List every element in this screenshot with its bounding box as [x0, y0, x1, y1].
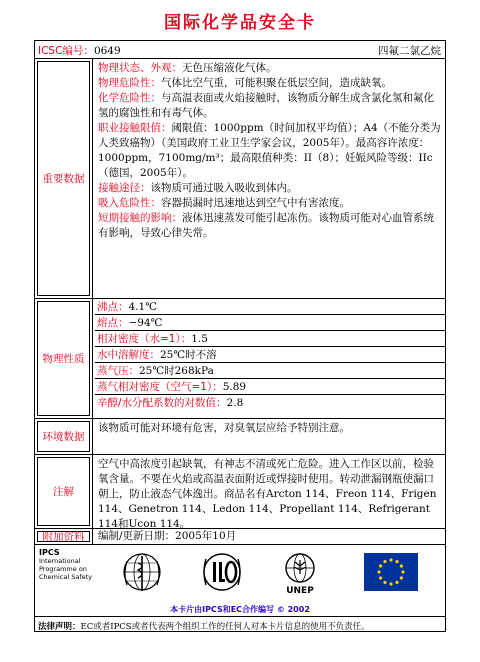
- eu-star-icon: [389, 558, 392, 561]
- legal-label: 法律声明：: [38, 622, 81, 632]
- eu-flag-icon: [364, 553, 418, 591]
- short-term-effects-item: 短期接触的影响：液体迅速蒸发可能引起冻伤。该物质可能对心血管系统有影响，导致心律失常。: [98, 212, 434, 239]
- important-data-content: [95, 59, 445, 298]
- extra-info-label: 附加资料: [35, 529, 93, 544]
- eu-star-icon: [400, 564, 403, 567]
- icsc-card: [34, 40, 446, 632]
- eu-star-icon: [383, 581, 386, 584]
- eu-star-icon: [389, 582, 392, 585]
- notes-label: 注解: [35, 455, 93, 528]
- physical-properties-label: 物理性质: [35, 299, 93, 418]
- environment-label: 环境数据: [35, 419, 93, 454]
- exposure-limits-item: 职业接触限值：阈限值：1000ppm（时间加权平均值）；A4（不能分类为人类致癌物）（美国政府工业卫生学家会议，2005年）。最高容许浓度：1000ppm，7100mg/m³；最高限值种类：II（8）；妊娠风险等级：IIc（德国，2005年）。: [98, 122, 441, 179]
- extra-info-content: 编制/更新日期：2005年10月: [98, 530, 237, 542]
- legal-text: EC或者IPCS或者代表两个组织工作的任何人对本卡片信息的使用不负责任。: [80, 622, 370, 632]
- vapor-pressure: 蒸气压：25℃时268kPa: [95, 363, 445, 379]
- water-solubility: 水中溶解度：25℃时不溶: [95, 347, 445, 363]
- legal-row: [35, 617, 445, 633]
- physical-state-item: 物理状态、外观：无色压缩液化气体。: [98, 62, 277, 74]
- physical-properties-content: [95, 299, 445, 418]
- exposure-route-item: 接触途径：该物质可通过吸入吸收到体内。: [98, 182, 298, 194]
- important-data-row: [35, 59, 445, 299]
- logos: [35, 545, 445, 617]
- vapor-density: 蒸气相对密度（空气=1）：5.89: [95, 379, 445, 395]
- eu-star-icon: [401, 570, 404, 573]
- boiling-point: 沸点：4.1℃: [95, 299, 445, 315]
- notes-content: 空气中高浓度引起缺氧，有神志不清或死亡危险。进入工作区以前，检验氧含量。不要在火焰或高温表面附近或焊接时使用。转动泄漏钢瓶使漏口朝上，防止液态气体逸出。商品名有Arcton 114、Freon 114、Frigen 114、Genetron 114、Ledon 114、Propellant 114、Refrigerant 114和Ucon 114。: [98, 458, 437, 530]
- octanol-water-coefficient: 辛醇/水分配系数的对数值：2.8: [97, 397, 244, 409]
- environment-content: 该物质可能对环境有危害，对臭氧层应给予特别注意。: [98, 422, 350, 434]
- eu-star-icon: [395, 581, 398, 584]
- unep-label: UNEP: [286, 586, 314, 595]
- relative-density: 相对密度（水=1）：1.5: [95, 331, 445, 347]
- eu-star-icon: [379, 576, 382, 579]
- logo-row: [35, 545, 445, 617]
- melting-point: 熔点：−94℃: [95, 315, 445, 331]
- chemical-name: 四氟二氯乙烷: [378, 45, 441, 57]
- eu-star-icon: [400, 576, 403, 579]
- eu-star-icon: [377, 570, 380, 573]
- legal-notice: [38, 620, 370, 632]
- important-data-label: 重要数据: [35, 59, 93, 298]
- icsc-code: [38, 43, 121, 58]
- environment-row: [35, 419, 445, 455]
- chemical-hazard-item: 化学危险性：与高温表面或火焰接触时，该物质分解生成含氯化氢和氟化氢的腐蚀性和有毒气体。: [98, 92, 434, 119]
- eu-star-icon: [395, 560, 398, 563]
- extra-info-row: [35, 529, 445, 545]
- icsc-code-label: ICSC编号：: [38, 45, 94, 57]
- icsc-code-value: 0649: [93, 45, 121, 57]
- eu-star-icon: [383, 560, 386, 563]
- physical-properties-row: [35, 299, 445, 419]
- unep-emblem-icon: [278, 551, 322, 595]
- eu-star-icon: [379, 564, 382, 567]
- header-row: [35, 41, 445, 59]
- who-emblem-icon: [121, 551, 163, 595]
- physical-hazard-item: 物理危险性：气体比空气重，可能积聚在低层空间，造成缺氧。: [98, 77, 392, 89]
- ipcs-logo-text: IPCS International Programme on Chemical Safety: [39, 548, 93, 581]
- inhalation-risk-item: 吸入危险性：容器损漏时迅速地达到空气中有害浓度。: [98, 197, 350, 209]
- credit-line: 本卡片由IPCS和EC合作编写 © 2002: [170, 605, 310, 614]
- ilo-emblem-icon: [201, 551, 243, 595]
- notes-row: [35, 455, 445, 529]
- card-title: 国际化学品安全卡: [164, 13, 316, 33]
